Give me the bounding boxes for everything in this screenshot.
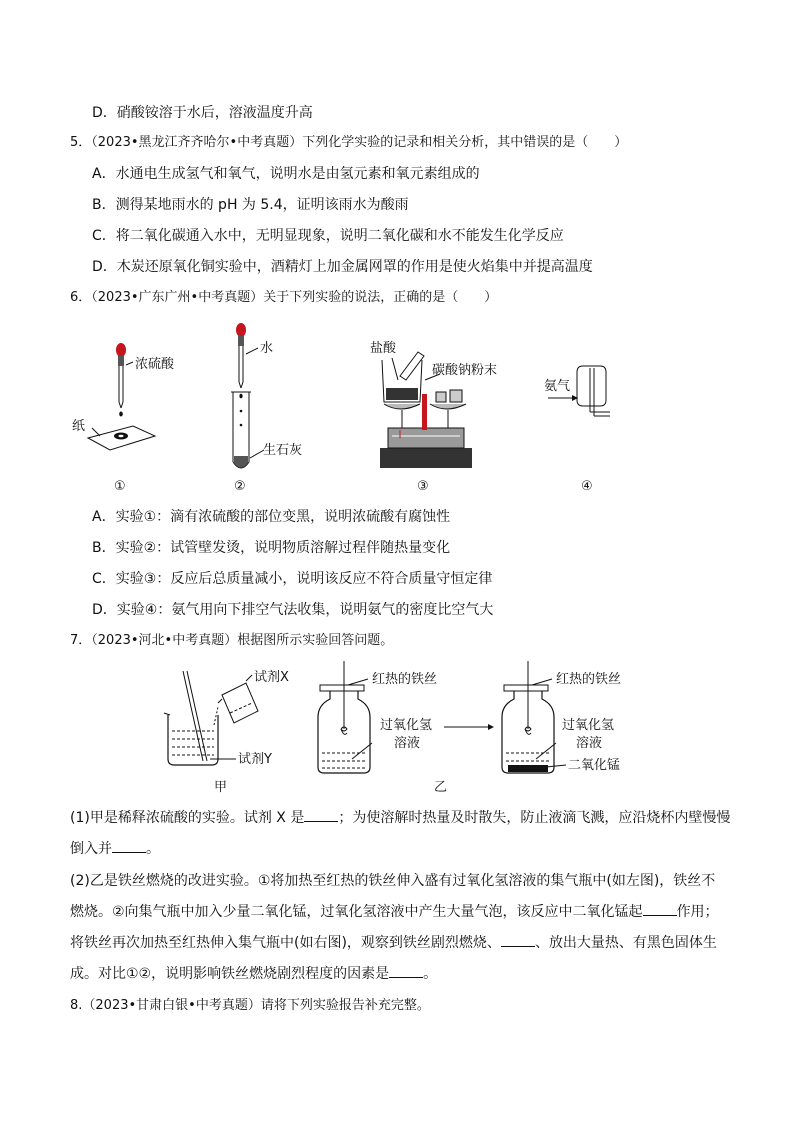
q7-part2-text-b: 作用； [676,904,719,920]
q5-stem: 5．（2023•黑龙江齐齐哈尔•中考真题）下列化学实验的记录和相关分析，其中错误的是（ ） [70,135,628,150]
label-mno2: 二氧化锰 [568,758,621,773]
answer-blank-catalyst[interactable] [643,903,677,916]
q7-figure [0,655,794,795]
q7-part1-text-b: ；为使溶解时热量及时散失，防止液滴飞溅，应沿烧杯内壁慢慢 [338,810,731,826]
q5-option-d: D．木炭还原氧化铜实验中，酒精灯上加金属网罩的作用是使火焰集中并提高温度 [92,259,593,275]
label-h2o2-right-1: 过氧化氢 [562,718,615,733]
q6-option-a: A．实验①：滴有浓硫酸的部位变黑，说明浓硫酸有腐蚀性 [92,509,451,525]
q7-part2-line1: (2)乙是铁丝燃烧的改进实验。①将加热至红热的铁丝伸入盛有过氧化氢溶液的集气瓶中(如左图)，铁丝不 [70,873,716,889]
q7-part2-line2 [70,903,719,921]
beaker-figure-jia [164,671,258,765]
label-ammonia: 氨气 [544,379,571,394]
arrow-head [488,724,494,730]
answer-blank-stir[interactable] [112,840,146,853]
q4-option-d: D．硝酸铵溶于水后，溶液温度升高 [92,105,313,121]
label-h2o2-right-2: 溶液 [576,736,603,751]
q5-option-b: B．测得某地雨水的 pH 为 5.4，证明该雨水为酸雨 [92,197,409,213]
q7-part1-text-a: (1)甲是稀释浓硫酸的实验。试剂 X 是 [70,810,305,826]
q7-part2-line4 [70,965,437,983]
q7-part2-text-e: 成。对比①②，说明影响铁丝燃烧剧烈程度的因素是 [70,966,390,982]
label-red-wire-left: 红热的铁丝 [372,672,438,687]
label-hcl: 盐酸 [370,341,397,356]
q7-part2-text-a: 燃烧。②向集气瓶中加入少量二氧化锰，过氧化氢溶液中产生大量气泡，该反应中二氧化锰起 [70,904,643,920]
label-reagent-x: 试剂X [254,670,289,685]
q5-option-c: C．将二氧化碳通入水中，无明显现象，说明二氧化碳和水不能发生化学反应 [92,228,564,244]
label-quicklime: 生石灰 [263,443,303,458]
answer-blank-factor[interactable] [389,965,423,978]
label-water: 水 [260,341,274,356]
q6-stem: 6．（2023•广东广州•中考真题）关于下列实验的说法，正确的是（ ） [70,290,498,305]
label-na2co3: 碳酸钠粉末 [432,363,498,378]
jar-figure-yi-left [318,661,372,773]
answer-blank-phenomenon[interactable] [501,934,535,947]
label-jia: 甲 [214,780,228,795]
q7-part2-text-c: 将铁丝再次加热至红热伸入集气瓶中(如右图)，观察到铁丝剧烈燃烧、 [70,935,501,951]
q7-part2-text-d: 、放出大量热、有黑色固体生 [534,935,717,951]
label-n4: ④ [581,479,593,494]
q6-option-b: B．实验②：试管壁发烫，说明物质溶解过程伴随热量变化 [92,540,451,556]
label-red-wire-right: 红热的铁丝 [556,672,622,687]
label-n2: ② [234,479,246,494]
label-conc-acid: 浓硫酸 [135,357,175,372]
q6-figure [0,310,794,500]
q7-part2-line3 [70,934,717,952]
q7-part1-line1 [70,809,730,827]
label-h2o2-left-1: 过氧化氢 [380,718,433,733]
label-n3: ③ [417,479,429,494]
q7-part1-text-c: 倒入并 [70,841,112,857]
q7-stem: 7．（2023•河北•中考真题）根据图所示实验回答问题。 [70,633,394,648]
q7-part1-text-d: 。 [146,841,160,857]
answer-blank-reagent-x[interactable] [304,809,338,822]
q6-option-d: D．实验④：氨气用向下排空气法收集，说明氨气的密度比空气大 [92,602,494,618]
q6-option-c: C．实验③：反应后总质量减小，说明该反应不符合质量守恒定律 [92,571,493,587]
q7-part1-line2 [70,840,160,858]
label-h2o2-left-2: 溶液 [394,736,421,751]
label-yi: 乙 [434,780,448,795]
q5-option-a: A．水通电生成氢气和氧气，说明水是由氢元素和氧元素组成的 [92,166,480,182]
label-n1: ① [114,479,126,494]
label-paper: 纸 [72,419,86,434]
q7-part2-text-f: 。 [423,966,438,982]
label-reagent-y: 试剂Y [238,752,272,767]
q8-stem: 8.（2023•甘肃白银•中考真题）请将下列实验报告补充完整。 [70,998,430,1013]
